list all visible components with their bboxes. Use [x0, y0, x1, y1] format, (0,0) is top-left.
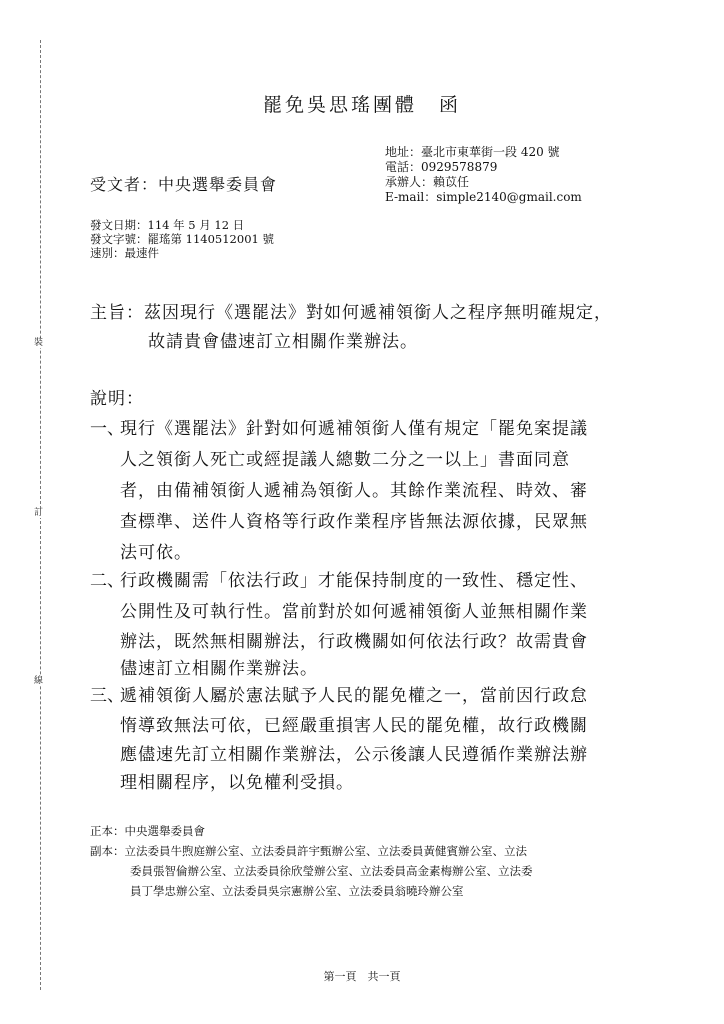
item-number: 三、: [90, 686, 124, 706]
contact-phone: 電話：0929578879: [385, 160, 498, 174]
item-1-line: 者，由備補領銜人遞補為領銜人。其餘作業流程、時效、審: [120, 481, 588, 501]
item-1-line: 查標準、送件人資格等行政作業程序皆無法源依據，民眾無: [120, 512, 588, 532]
copy-recipients-continued: 員丁學忠辦公室、立法委員吳宗憲辦公室、立法委員翁曉玲辦公室: [130, 884, 464, 898]
item-number: 二、: [90, 571, 124, 591]
item-2-line: 儘速訂立相關作業辦法。: [120, 659, 318, 679]
binding-mark-middle: 訂: [34, 508, 44, 518]
original-recipient: 正本：中央選舉委員會: [90, 824, 205, 838]
document-title: 罷免吳思瑤團體 函: [262, 94, 461, 116]
binding-mark-bottom: 線: [34, 676, 44, 686]
subject-line-2: 故請貴會儘速訂立相關作業辦法。: [148, 332, 418, 352]
item-number: 一、: [90, 419, 124, 439]
copy-recipients: 副本：立法委員牛煦庭辦公室、立法委員許宇甄辦公室、立法委員黃健賓辦公室、立法: [90, 844, 527, 858]
item-1-line: 法可依。: [120, 543, 192, 563]
item-2-line: 辦法，既然無相關辦法，行政機關如何依法行政？故需貴會: [120, 632, 588, 652]
item-3-line: 理相關程序，以免權利受損。: [120, 773, 354, 793]
binding-mark-top: 裝: [34, 338, 44, 348]
item-3-line: 惰導致無法可依，已經嚴重損害人民的罷免權，故行政機關: [120, 716, 588, 736]
item-2-line: 行政機關需「依法行政」才能保持制度的一致性、穩定性、: [120, 571, 588, 591]
item-3-line: 遞補領銜人屬於憲法賦予人民的罷免權之一，當前因行政怠: [120, 686, 588, 706]
item-3-line: 應儘速先訂立相關作業辦法，公示後讓人民遵循作業辦法辦: [120, 745, 588, 765]
item-1-line: 人之領銜人死亡或經提議人總數二分之一以上」書面同意: [120, 450, 570, 470]
explanation-heading: 說明：: [90, 389, 144, 409]
subject-line-1: 主旨：茲因現行《選罷法》對如何遞補領銜人之程序無明確規定，: [90, 303, 612, 323]
recipient: 受文者：中央選舉委員會: [90, 175, 278, 194]
issue-date: 發文日期：114 年 5 月 12 日: [90, 218, 245, 232]
item-2-line: 公開性及可執行性。當前對於如何遞補領銜人並無相關作業: [120, 602, 588, 622]
item-1-line: 現行《選罷法》針對如何遞補領銜人僅有規定「罷免案提議: [120, 419, 588, 439]
contact-email: E-mail：simple2140@gmail.com: [385, 190, 582, 204]
copy-recipients-continued: 委員張智倫辦公室、立法委員徐欣瑩辦公室、立法委員高金素梅辦公室、立法委: [130, 864, 533, 878]
delivery-speed: 速別：最速件: [90, 246, 159, 260]
page-number: 第一頁 共一頁: [323, 970, 401, 983]
contact-handler: 承辦人：賴苡任: [385, 175, 470, 189]
document-number: 發文字號：罷瑤第 1140512001 號: [90, 232, 274, 246]
contact-address: 地址：臺北市東華街一段 420 號: [385, 145, 560, 159]
